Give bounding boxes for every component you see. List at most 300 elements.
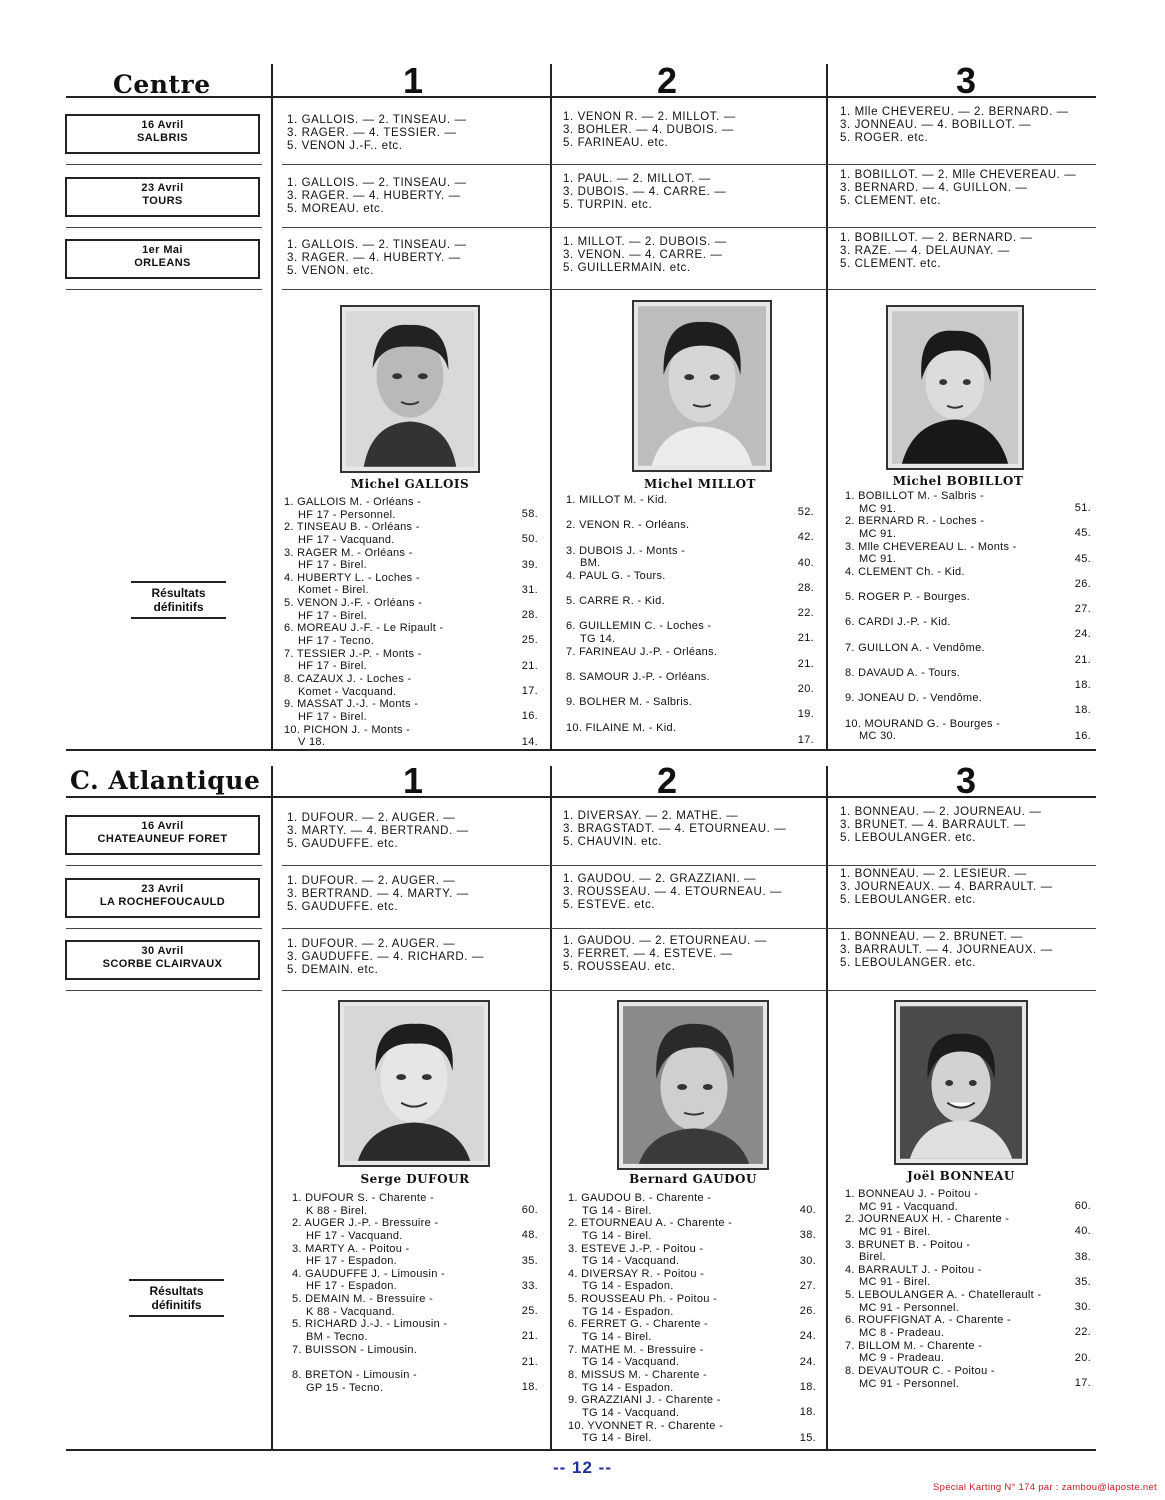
- portrait-image: [344, 1006, 484, 1161]
- standing-kart: HF 17 - Birel.: [298, 660, 367, 673]
- result-line: 5. CLEMENT. etc.: [840, 258, 941, 270]
- race-result-cell: [840, 106, 1069, 145]
- result-line: 3. RAZE. — 4. DELAUNAY. —: [840, 245, 1010, 257]
- portrait-image: [346, 311, 474, 467]
- standings-row: [845, 642, 1091, 667]
- result-line: 5. GAUDUFFE. etc.: [287, 838, 399, 850]
- standing-driver: 1. MILLOT M. - Kid.: [566, 494, 668, 506]
- standings-row: [845, 1365, 1091, 1390]
- race-date: 1er Mai: [142, 244, 183, 256]
- race-box-tours: [65, 177, 260, 217]
- standing-driver: 1. GAUDOU B. - Charente -: [568, 1192, 712, 1204]
- final-label-line: définitifs: [153, 600, 204, 614]
- standing-points: 24.: [799, 1355, 816, 1368]
- race-date: 16 Avril: [141, 820, 184, 832]
- standing-points: 45.: [1074, 552, 1091, 565]
- standing-kart: MC 8 - Pradeau.: [859, 1327, 945, 1340]
- standing-kart: TG 14 - Vacquand.: [582, 1255, 680, 1268]
- standing-kart: MC 91 - Personnel.: [859, 1377, 960, 1390]
- rule: [282, 227, 1096, 228]
- standing-driver: 9. BOLHER M. - Salbris.: [566, 696, 693, 709]
- race-place: ORLEANS: [134, 257, 191, 269]
- race-result-cell: [287, 177, 467, 216]
- standings-row: [566, 620, 814, 645]
- winner-photo: [617, 1000, 769, 1170]
- result-line: 3. MARTY. — 4. BERTRAND. —: [287, 825, 469, 837]
- portrait-image: [638, 306, 766, 466]
- standing-points: 21.: [797, 632, 814, 645]
- standing-driver: 1. BONNEAU J. - Poitou -: [845, 1188, 979, 1200]
- result-line: 3. BARRAULT. — 4. JOURNEAUX. —: [840, 944, 1053, 956]
- standings-row: [292, 1318, 538, 1343]
- standing-points: 15.: [799, 1431, 816, 1444]
- winner-name: Michel GALLOIS: [350, 477, 470, 491]
- winner-name: Michel BOBILLOT: [892, 474, 1024, 488]
- standing-points: 18.: [1074, 704, 1091, 717]
- standing-driver: 2. JOURNEAUX H. - Charente -: [845, 1213, 1010, 1226]
- standing-points: 58.: [521, 508, 538, 520]
- standings-row: [845, 1340, 1091, 1365]
- standings-row: [566, 519, 814, 544]
- result-line: 3. GAUDUFFE. — 4. RICHARD. —: [287, 951, 484, 963]
- result-line: 5. LEBOULANGER. etc.: [840, 894, 976, 906]
- standing-kart: BM - Tecno.: [306, 1331, 368, 1344]
- standing-driver: 6. ROUFFIGNAT A. - Charente -: [845, 1314, 1011, 1327]
- standing-driver: 1. BOBILLOT M. - Salbris -: [845, 490, 985, 502]
- standings-row: [845, 1314, 1091, 1339]
- rule: [282, 164, 1096, 165]
- standing-points: 19.: [797, 708, 814, 721]
- standing-kart: TG 14 - Birel.: [582, 1204, 652, 1217]
- standing-kart: MC 91.: [859, 527, 897, 540]
- standings-row: [845, 541, 1091, 566]
- standing-driver: 5. DEMAIN M. - Bressuire -: [292, 1293, 434, 1306]
- standing-kart: BM.: [580, 557, 601, 570]
- rule: [66, 990, 262, 991]
- standings-row: [845, 1289, 1091, 1314]
- standings-row: [566, 494, 814, 519]
- standing-driver: 5. RICHARD J.-J. - Limousin -: [292, 1318, 448, 1331]
- rule: [282, 990, 1096, 991]
- standings-row: [845, 490, 1091, 515]
- race-result-cell: [563, 236, 727, 275]
- standings-list: [845, 490, 1091, 743]
- standing-kart: TG 14 - Espadon.: [582, 1305, 674, 1318]
- winner-name: Michel MILLOT: [644, 477, 756, 491]
- race-result-cell: [563, 873, 782, 912]
- standing-driver: 7. MATHE M. - Bressuire -: [568, 1343, 704, 1356]
- standing-kart: Komet - Birel.: [298, 584, 369, 597]
- standing-driver: 7. GUILLON A. - Vendôme.: [845, 641, 985, 654]
- standing-kart: TG 14 - Espadon.: [582, 1280, 674, 1293]
- result-line: 1. BOBILLOT. — 2. Mlle CHEVEREAU. —: [840, 169, 1077, 181]
- race-place: LA ROCHEFOUCAULD: [99, 896, 226, 908]
- final-results-label: [131, 581, 226, 619]
- standing-points: 18.: [521, 1381, 538, 1394]
- standing-kart: GP 15 - Tecno.: [306, 1381, 384, 1394]
- standing-points: 20.: [797, 683, 814, 696]
- standing-points: 28.: [521, 609, 538, 622]
- portrait-image: [623, 1006, 763, 1164]
- standings-row: [292, 1217, 538, 1242]
- standing-driver: 8. DEVAUTOUR C. - Poitou -: [845, 1365, 995, 1378]
- standing-kart: Komet - Vacquand.: [298, 685, 397, 698]
- standing-driver: 2. AUGER J.-P. - Bressuire -: [292, 1217, 439, 1230]
- standings-row: [568, 1369, 816, 1394]
- result-line: 3. RAGER. — 4. HUBERTY. —: [287, 252, 461, 264]
- section2-divider-1: [271, 766, 273, 1450]
- standing-driver: 8. SAMOUR J.-P. - Orléans.: [566, 671, 710, 684]
- standings-row: [284, 547, 538, 572]
- standing-driver: 5. ROGER P. - Bourges.: [845, 591, 971, 604]
- standing-driver: 3. ESTEVE J.-P. - Poitou -: [568, 1242, 704, 1255]
- rule: [66, 928, 262, 929]
- race-result-cell: [563, 111, 736, 150]
- final-label-line: Résultats: [151, 586, 206, 600]
- column-number-2: 2: [656, 60, 678, 101]
- standings-row: [568, 1318, 816, 1343]
- standing-kart: MC 91 - Vacquand.: [859, 1200, 959, 1213]
- standing-driver: 4. GAUDUFFE J. - Limousin -: [292, 1267, 445, 1280]
- race-result-cell: [840, 169, 1076, 208]
- result-line: 5. LEBOULANGER. etc.: [840, 832, 976, 844]
- winner-photo: [632, 300, 772, 472]
- standing-driver: 5. LEBOULANGER A. - Chatellerault -: [845, 1289, 1042, 1302]
- standing-points: 25.: [521, 634, 538, 647]
- result-line: 5. GAUDUFFE. etc.: [287, 901, 399, 913]
- section1-divider-3: [826, 64, 828, 750]
- standings-row: [845, 667, 1091, 692]
- standings-row: [284, 521, 538, 546]
- standing-points: 22.: [1074, 1326, 1091, 1339]
- standing-points: 21.: [521, 659, 538, 672]
- result-line: 1. DIVERSAY. — 2. MATHE. —: [563, 810, 739, 822]
- result-line: 5. ROGER. etc.: [840, 132, 929, 144]
- result-line: 5. CLEMENT. etc.: [840, 195, 941, 207]
- standing-points: 20.: [1074, 1351, 1091, 1364]
- final-results-label: [129, 1279, 224, 1317]
- rule: [66, 164, 262, 165]
- race-result-cell: [840, 931, 1053, 970]
- standing-driver: 10. MOURAND G. - Bourges -: [845, 717, 1001, 730]
- standing-driver: 2. VENON R. - Orléans.: [566, 519, 690, 532]
- standing-driver: 3. Mlle CHEVEREAU L. - Monts -: [845, 540, 1017, 553]
- column-number-2: 2: [656, 760, 678, 801]
- result-line: 5. DEMAIN. etc.: [287, 964, 379, 976]
- standing-kart: HF 17 - Espadon.: [306, 1255, 398, 1268]
- result-line: 5. LEBOULANGER. etc.: [840, 957, 976, 969]
- standing-points: 24.: [1074, 628, 1091, 641]
- standing-driver: 4. BARRAULT J. - Poitou -: [845, 1263, 982, 1276]
- winner-photo: [340, 305, 480, 473]
- result-line: 5. ESTEVE. etc.: [563, 899, 656, 911]
- standings-row: [845, 1264, 1091, 1289]
- standing-driver: 1. DUFOUR S. - Charente -: [292, 1192, 434, 1204]
- rule: [66, 227, 262, 228]
- standing-points: 30.: [799, 1254, 816, 1267]
- standing-kart: HF 17 - Personnel.: [298, 508, 396, 521]
- standing-kart: MC 91 - Personnel.: [859, 1301, 960, 1314]
- result-line: 1. DUFOUR. — 2. AUGER. —: [287, 938, 456, 950]
- standing-points: 21.: [1074, 653, 1091, 666]
- standing-driver: 6. FERRET G. - Charente -: [568, 1318, 708, 1331]
- standing-driver: 9. MASSAT J.-J. - Monts -: [284, 698, 419, 711]
- standing-driver: 8. MISSUS M. - Charente -: [568, 1369, 707, 1382]
- race-result-cell: [287, 239, 467, 278]
- standing-kart: TG 14 - Vacquand.: [582, 1406, 680, 1419]
- race-result-cell: [287, 812, 469, 851]
- standing-kart: HF 17 - Tecno.: [298, 635, 375, 648]
- result-line: 1. GAUDOU. — 2. ETOURNEAU. —: [563, 935, 767, 947]
- standing-points: 21.: [797, 657, 814, 670]
- standings-list: [284, 496, 538, 749]
- standing-points: 28.: [797, 581, 814, 594]
- portrait-image: [892, 311, 1018, 464]
- standings-list: [845, 1188, 1091, 1390]
- standings-row: [566, 696, 814, 721]
- standings-row: [566, 595, 814, 620]
- race-result-cell: [287, 114, 467, 153]
- winner-photo: [894, 1000, 1028, 1165]
- race-result-cell: [563, 173, 726, 212]
- standing-points: 22.: [797, 607, 814, 620]
- rule: [282, 289, 1096, 290]
- standings-row: [284, 496, 538, 521]
- standing-kart: K 88 - Birel.: [306, 1204, 368, 1217]
- standing-points: 40.: [797, 556, 814, 569]
- standing-driver: 8. CAZAUX J. - Loches -: [284, 673, 412, 686]
- standings-row: [568, 1394, 816, 1419]
- standing-kart: MC 30.: [859, 730, 897, 743]
- standings-row: [568, 1192, 816, 1217]
- standing-driver: 3. BRUNET B. - Poitou -: [845, 1238, 971, 1251]
- standing-driver: 6. MOREAU J.-F. - Le Ripault -: [284, 622, 444, 635]
- result-line: 5. VENON J.-F.. etc.: [287, 140, 403, 152]
- standing-points: 38.: [799, 1229, 816, 1242]
- section-title-centre: Centre: [113, 70, 211, 99]
- race-box-rochefoucauld: [65, 878, 260, 918]
- race-result-cell: [563, 935, 767, 974]
- result-line: 1. GALLOIS. — 2. TINSEAU. —: [287, 114, 467, 126]
- winner-photo: [886, 305, 1024, 470]
- result-line: 1. BOBILLOT. — 2. BERNARD. —: [840, 232, 1033, 244]
- standing-points: 45.: [1074, 527, 1091, 540]
- rule: [66, 865, 262, 866]
- result-line: 3. FERRET. — 4. ESTEVE. —: [563, 948, 733, 960]
- final-label-line: Résultats: [149, 1284, 204, 1298]
- race-box-scorbe: [65, 940, 260, 980]
- standing-kart: MC 91 - Birel.: [859, 1225, 931, 1238]
- standing-driver: 4. DIVERSAY R. - Poitou -: [568, 1267, 705, 1280]
- column-number-1: 1: [402, 760, 424, 801]
- standing-points: 16.: [1074, 729, 1091, 742]
- result-line: 3. RAGER. — 4. HUBERTY. —: [287, 190, 461, 202]
- race-date: 23 Avril: [141, 883, 184, 895]
- standing-points: 16.: [521, 710, 538, 723]
- race-date: 16 Avril: [141, 119, 184, 131]
- standing-driver: 7. TESSIER J.-P. - Monts -: [284, 647, 422, 660]
- standing-driver: 7. FARINEAU J.-P. - Orléans.: [566, 645, 718, 658]
- result-line: 3. JONNEAU. — 4. BOBILLOT. —: [840, 119, 1032, 131]
- race-place: TOURS: [142, 195, 183, 207]
- standing-kart: MC 9 - Pradeau.: [859, 1352, 945, 1365]
- standing-driver: 6. GUILLEMIN C. - Loches -: [566, 620, 712, 633]
- standing-points: 17.: [797, 733, 814, 746]
- section2-bottom-rule: [66, 1449, 1096, 1451]
- race-place: CHATEAUNEUF FORET: [97, 833, 228, 845]
- standing-driver: 2. TINSEAU B. - Orléans -: [284, 521, 420, 534]
- result-line: 5. VENON. etc.: [287, 265, 375, 277]
- race-box-salbris: [65, 114, 260, 154]
- section2-divider-2: [550, 766, 552, 1450]
- standings-row: [284, 724, 538, 749]
- final-label-line: définitifs: [151, 1298, 202, 1312]
- standing-points: 42.: [797, 531, 814, 544]
- winner-photo: [338, 1000, 490, 1167]
- standings-row: [292, 1243, 538, 1268]
- standing-points: 38.: [1074, 1250, 1091, 1263]
- race-box-chateauneuf: [65, 815, 260, 855]
- standing-kart: TG 14.: [580, 633, 616, 646]
- standings-row: [284, 698, 538, 723]
- standing-points: 50.: [521, 533, 538, 546]
- result-line: 1. BONNEAU. — 2. JOURNEAU. —: [840, 806, 1042, 818]
- race-date: 30 Avril: [141, 945, 184, 957]
- standings-row: [845, 566, 1091, 591]
- standing-points: 40.: [1074, 1225, 1091, 1238]
- standing-driver: 2. ETOURNEAU A. - Charente -: [568, 1217, 733, 1230]
- result-line: 5. MOREAU. etc.: [287, 203, 385, 215]
- result-line: 1. GALLOIS. — 2. TINSEAU. —: [287, 177, 467, 189]
- result-line: 1. GALLOIS. — 2. TINSEAU. —: [287, 239, 467, 251]
- race-box-orleans: [65, 239, 260, 279]
- rule: [282, 928, 1096, 929]
- column-number-3: 3: [955, 760, 977, 801]
- winner-name: Bernard GAUDOU: [629, 1172, 757, 1186]
- result-line: 3. BRAGSTADT. — 4. ETOURNEAU. —: [563, 823, 787, 835]
- result-line: 5. TURPIN. etc.: [563, 199, 653, 211]
- standing-points: 18.: [799, 1406, 816, 1419]
- result-line: 3. BOHLER. — 4. DUBOIS. —: [563, 124, 734, 136]
- result-line: 5. FARINEAU. etc.: [563, 137, 669, 149]
- result-line: 1. Mlle CHEVEREU. — 2. BERNARD. —: [840, 106, 1069, 118]
- result-line: 3. VENON. — 4. CARRE. —: [563, 249, 723, 261]
- column-number-1: 1: [402, 60, 424, 101]
- standings-row: [845, 616, 1091, 641]
- standing-kart: V 18.: [298, 736, 326, 749]
- standing-driver: 4. PAUL G. - Tours.: [566, 569, 666, 582]
- standing-driver: 10. YVONNET R. - Charente -: [568, 1419, 724, 1432]
- rule: [66, 289, 262, 290]
- standings-row: [566, 722, 814, 747]
- race-place: SCORBE CLAIRVAUX: [102, 958, 223, 970]
- standing-driver: 9. JONEAU D. - Vendôme.: [845, 692, 983, 705]
- race-place: SALBRIS: [136, 132, 189, 144]
- standing-driver: 6. CARDI J.-P. - Kid.: [845, 616, 951, 629]
- standings-row: [568, 1243, 816, 1268]
- standings-row: [284, 572, 538, 597]
- standings-row: [845, 692, 1091, 717]
- standing-points: 39.: [521, 558, 538, 571]
- result-line: 3. DUBOIS. — 4. CARRE. —: [563, 186, 727, 198]
- standing-points: 60.: [521, 1204, 538, 1216]
- standing-driver: 5. CARRE R. - Kid.: [566, 595, 665, 608]
- standings-row: [284, 597, 538, 622]
- winner-name: Joël BONNEAU: [907, 1169, 1015, 1183]
- standing-kart: HF 17 - Birel.: [298, 710, 367, 723]
- standing-points: 30.: [1074, 1301, 1091, 1314]
- section1-bottom-rule: [66, 749, 1096, 751]
- standing-driver: 7. BUISSON - Limousin.: [292, 1343, 418, 1356]
- race-result-cell: [287, 875, 469, 914]
- standing-points: 26.: [799, 1305, 816, 1318]
- standing-driver: 3. MARTY A. - Poitou -: [292, 1242, 410, 1255]
- result-line: 3. JOURNEAUX. — 4. BARRAULT. —: [840, 881, 1053, 893]
- standings-row: [845, 718, 1091, 743]
- standings-row: [568, 1420, 816, 1445]
- standing-driver: 1. GALLOIS M. - Orléans -: [284, 496, 422, 508]
- result-line: 5. CHAUVIN. etc.: [563, 836, 663, 848]
- winner-name: Serge DUFOUR: [360, 1172, 470, 1186]
- result-line: 3. RAGER. — 4. TESSIER. —: [287, 127, 457, 139]
- standing-points: 48.: [521, 1229, 538, 1242]
- standing-kart: HF 17 - Birel.: [298, 559, 367, 572]
- standing-points: 21.: [521, 1355, 538, 1368]
- standing-points: 40.: [799, 1204, 816, 1216]
- standings-row: [845, 1188, 1091, 1213]
- standing-points: 21.: [521, 1330, 538, 1343]
- standing-driver: 2. BERNARD R. - Loches -: [845, 515, 985, 528]
- standing-points: 27.: [1074, 603, 1091, 616]
- footer-credit: Spécial Karting N° 174 par : zambou@laposte.net: [933, 1482, 1157, 1493]
- result-line: 5. GUILLERMAIN. etc.: [563, 262, 691, 274]
- race-result-cell: [563, 810, 786, 849]
- standings-row: [568, 1217, 816, 1242]
- standings-row: [292, 1369, 538, 1394]
- standing-points: 27.: [799, 1279, 816, 1292]
- standings-list: [566, 494, 814, 747]
- section2-divider-3: [826, 766, 828, 1450]
- standing-points: 35.: [1074, 1275, 1091, 1288]
- standing-kart: HF 17 - Vacquand.: [306, 1229, 403, 1242]
- result-line: 1. DUFOUR. — 2. AUGER. —: [287, 875, 456, 887]
- standings-row: [284, 622, 538, 647]
- section1-divider-1: [271, 64, 273, 750]
- race-result-cell: [287, 938, 484, 977]
- standing-points: 18.: [799, 1381, 816, 1394]
- standing-driver: 8. DAVAUD A. - Tours.: [845, 667, 961, 680]
- standing-driver: 5. ROUSSEAU Ph. - Poitou -: [568, 1293, 718, 1306]
- standing-points: 14.: [521, 735, 538, 748]
- standings-list: [568, 1192, 816, 1445]
- result-line: 3. BERTRAND. — 4. MARTY. —: [287, 888, 469, 900]
- rule: [282, 865, 1096, 866]
- section1-divider-2: [550, 64, 552, 750]
- standing-points: 51.: [1074, 502, 1091, 514]
- standing-kart: HF 17 - Espadon.: [306, 1280, 398, 1293]
- result-line: 1. VENON R. — 2. MILLOT. —: [563, 111, 736, 123]
- standing-kart: TG 14 - Birel.: [582, 1432, 652, 1445]
- standing-kart: TG 14 - Birel.: [582, 1229, 652, 1242]
- standings-row: [566, 545, 814, 570]
- result-line: 3. ROUSSEAU. — 4. ETOURNEAU. —: [563, 886, 783, 898]
- standing-driver: 8. BRETON - Limousin -: [292, 1369, 417, 1382]
- standings-row: [566, 570, 814, 595]
- result-line: 5. ROUSSEAU. etc.: [563, 961, 676, 973]
- standing-points: 24.: [799, 1330, 816, 1343]
- result-line: 1. BONNEAU. — 2. BRUNET. —: [840, 931, 1024, 943]
- section-title-atlantique: C. Atlantique: [70, 766, 261, 795]
